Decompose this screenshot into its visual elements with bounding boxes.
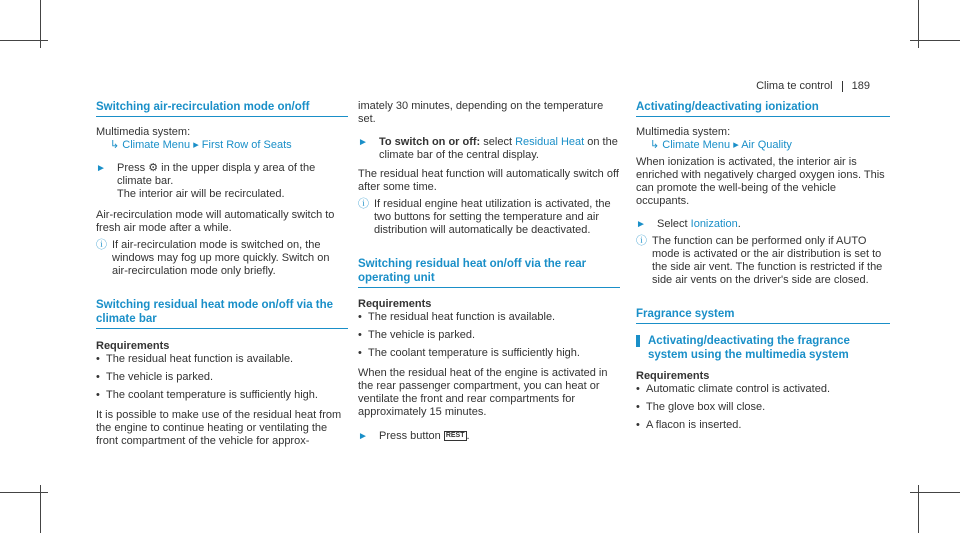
menu-air-quality[interactable]: Air Quality (741, 139, 792, 151)
rest-button-icon: REST (445, 432, 465, 440)
note-text: If air-recirculation mode is switched on, the windows may fog up more quickly. Switch on air-recirculation mode only briefly. (112, 239, 330, 277)
note (636, 235, 890, 287)
list-item: • The coolant temperature is sufficiently high. (96, 389, 348, 402)
requirements-label: Requirements (96, 340, 170, 352)
column-2 (358, 100, 620, 443)
step-text: Press button (379, 430, 441, 442)
heading-fragrance: Fragrance system (636, 307, 890, 324)
step-result: The interior air will be recirculated. (117, 188, 285, 200)
heading-ionization: Activating/deactivating ionization (636, 100, 890, 117)
page-header (756, 80, 870, 93)
menu-path (636, 139, 890, 152)
list-item: • The vehicle is parked. (358, 329, 620, 342)
action-step (636, 218, 890, 231)
paragraph: The residual heat function will automatically switch off after some time. (358, 168, 619, 193)
arrow-right-icon: ► (96, 163, 106, 174)
paragraph: imately 30 minutes, depending on the temperature set. (358, 100, 604, 125)
paragraph: When ionization is activated, the interior air is enriched with negatively charged oxygen ions. This can promote the well-being of the vehicle occupants. (636, 156, 885, 207)
step-text: on the climate bar of the central display. (379, 136, 618, 161)
info-icon: ⓘ (358, 198, 369, 210)
paragraph: Air-recirculation mode will automatically switch to fresh air mode after a while. (96, 209, 335, 234)
step-text: Select (657, 218, 688, 230)
action-step (358, 430, 620, 443)
action-step (96, 162, 348, 201)
multimedia-label: Multimedia system: (636, 126, 731, 138)
menu-climate[interactable]: Climate Menu (122, 139, 191, 151)
step-text: select (483, 136, 513, 148)
residual-heat-link[interactable]: Residual Heat (515, 136, 585, 148)
heading-residual-heat-bar: Switching residual heat mode on/off via the climate bar (96, 298, 348, 329)
crop-mark (0, 492, 48, 493)
path-arrow-icon: ↳ (650, 139, 660, 151)
heading-air-recirculation: Switching air-recirculation mode on/off (96, 100, 348, 117)
page-number: 189 (851, 80, 870, 92)
crop-mark (0, 40, 48, 41)
column-1 (96, 100, 348, 448)
list-item: • The residual heat function is available. (358, 311, 620, 324)
step-text: . (466, 430, 470, 442)
chevron-icon: ▸ (733, 139, 739, 151)
step-text: in the upper displa y area of the climate bar. (117, 162, 316, 187)
menu-path (96, 139, 348, 152)
chevron-icon: ▸ (193, 139, 199, 151)
menu-climate[interactable]: Climate Menu (662, 139, 731, 151)
subheading-fragrance: Activating/deactivating the fragrance system using the multimedia system (636, 334, 890, 364)
paragraph: It is possible to make use of the residual heat from the engine to continue heating or ventilating the front compartment of the vehicle for approx- (96, 409, 342, 447)
list-item: • The vehicle is parked. (96, 371, 348, 384)
divider (842, 81, 843, 92)
list-item: • The glove box will close. (636, 401, 890, 414)
arrow-right-icon: ► (358, 137, 368, 148)
info-icon: ⓘ (636, 235, 647, 247)
path-arrow-icon: ↳ (110, 139, 120, 151)
list-item: • The residual heat function is available. (96, 353, 348, 366)
list-item: • A flacon is inserted. (636, 419, 890, 432)
note (358, 198, 620, 237)
note-text: If residual engine heat utilization is activated, the two buttons for setting the temperature and air distribution will automatically be deactivated. (374, 198, 611, 236)
climate-icon: ⚙ (148, 162, 159, 174)
arrow-right-icon: ► (636, 219, 646, 230)
step-text: . (737, 218, 741, 230)
ionization-link[interactable]: Ionization (690, 218, 738, 230)
step-text: Press (117, 162, 146, 174)
heading-residual-heat-rear: Switching residual heat on/off via the rear operating unit (358, 257, 620, 288)
paragraph: When the residual heat of the engine is activated in the rear passenger compartment, you can heat or ventilate the front and rear compartments for approximately 15 minutes. (358, 367, 608, 418)
crop-mark (910, 492, 960, 493)
list-item: • The coolant temperature is sufficiently high. (358, 347, 620, 360)
note (96, 239, 348, 278)
crop-mark (910, 40, 960, 41)
step-label: To switch on or off: (379, 136, 481, 148)
menu-first-row[interactable]: First Row of Seats (201, 139, 292, 151)
multimedia-label: Multimedia system: (96, 126, 191, 138)
info-icon: ⓘ (96, 239, 107, 251)
list-item: • Automatic climate control is activated. (636, 383, 890, 396)
action-step (358, 136, 620, 162)
column-3 (636, 100, 890, 432)
note-text: The function can be performed only if AUTO mode is activated or the air distribution is set to the side air vent. The function is restricted if the side air vents on the driver's side are closed. (652, 235, 883, 286)
requirements-label: Requirements (636, 370, 710, 382)
section-title: Clima te control (756, 80, 833, 92)
requirements-label: Requirements (358, 298, 432, 310)
arrow-right-icon: ► (358, 431, 368, 442)
